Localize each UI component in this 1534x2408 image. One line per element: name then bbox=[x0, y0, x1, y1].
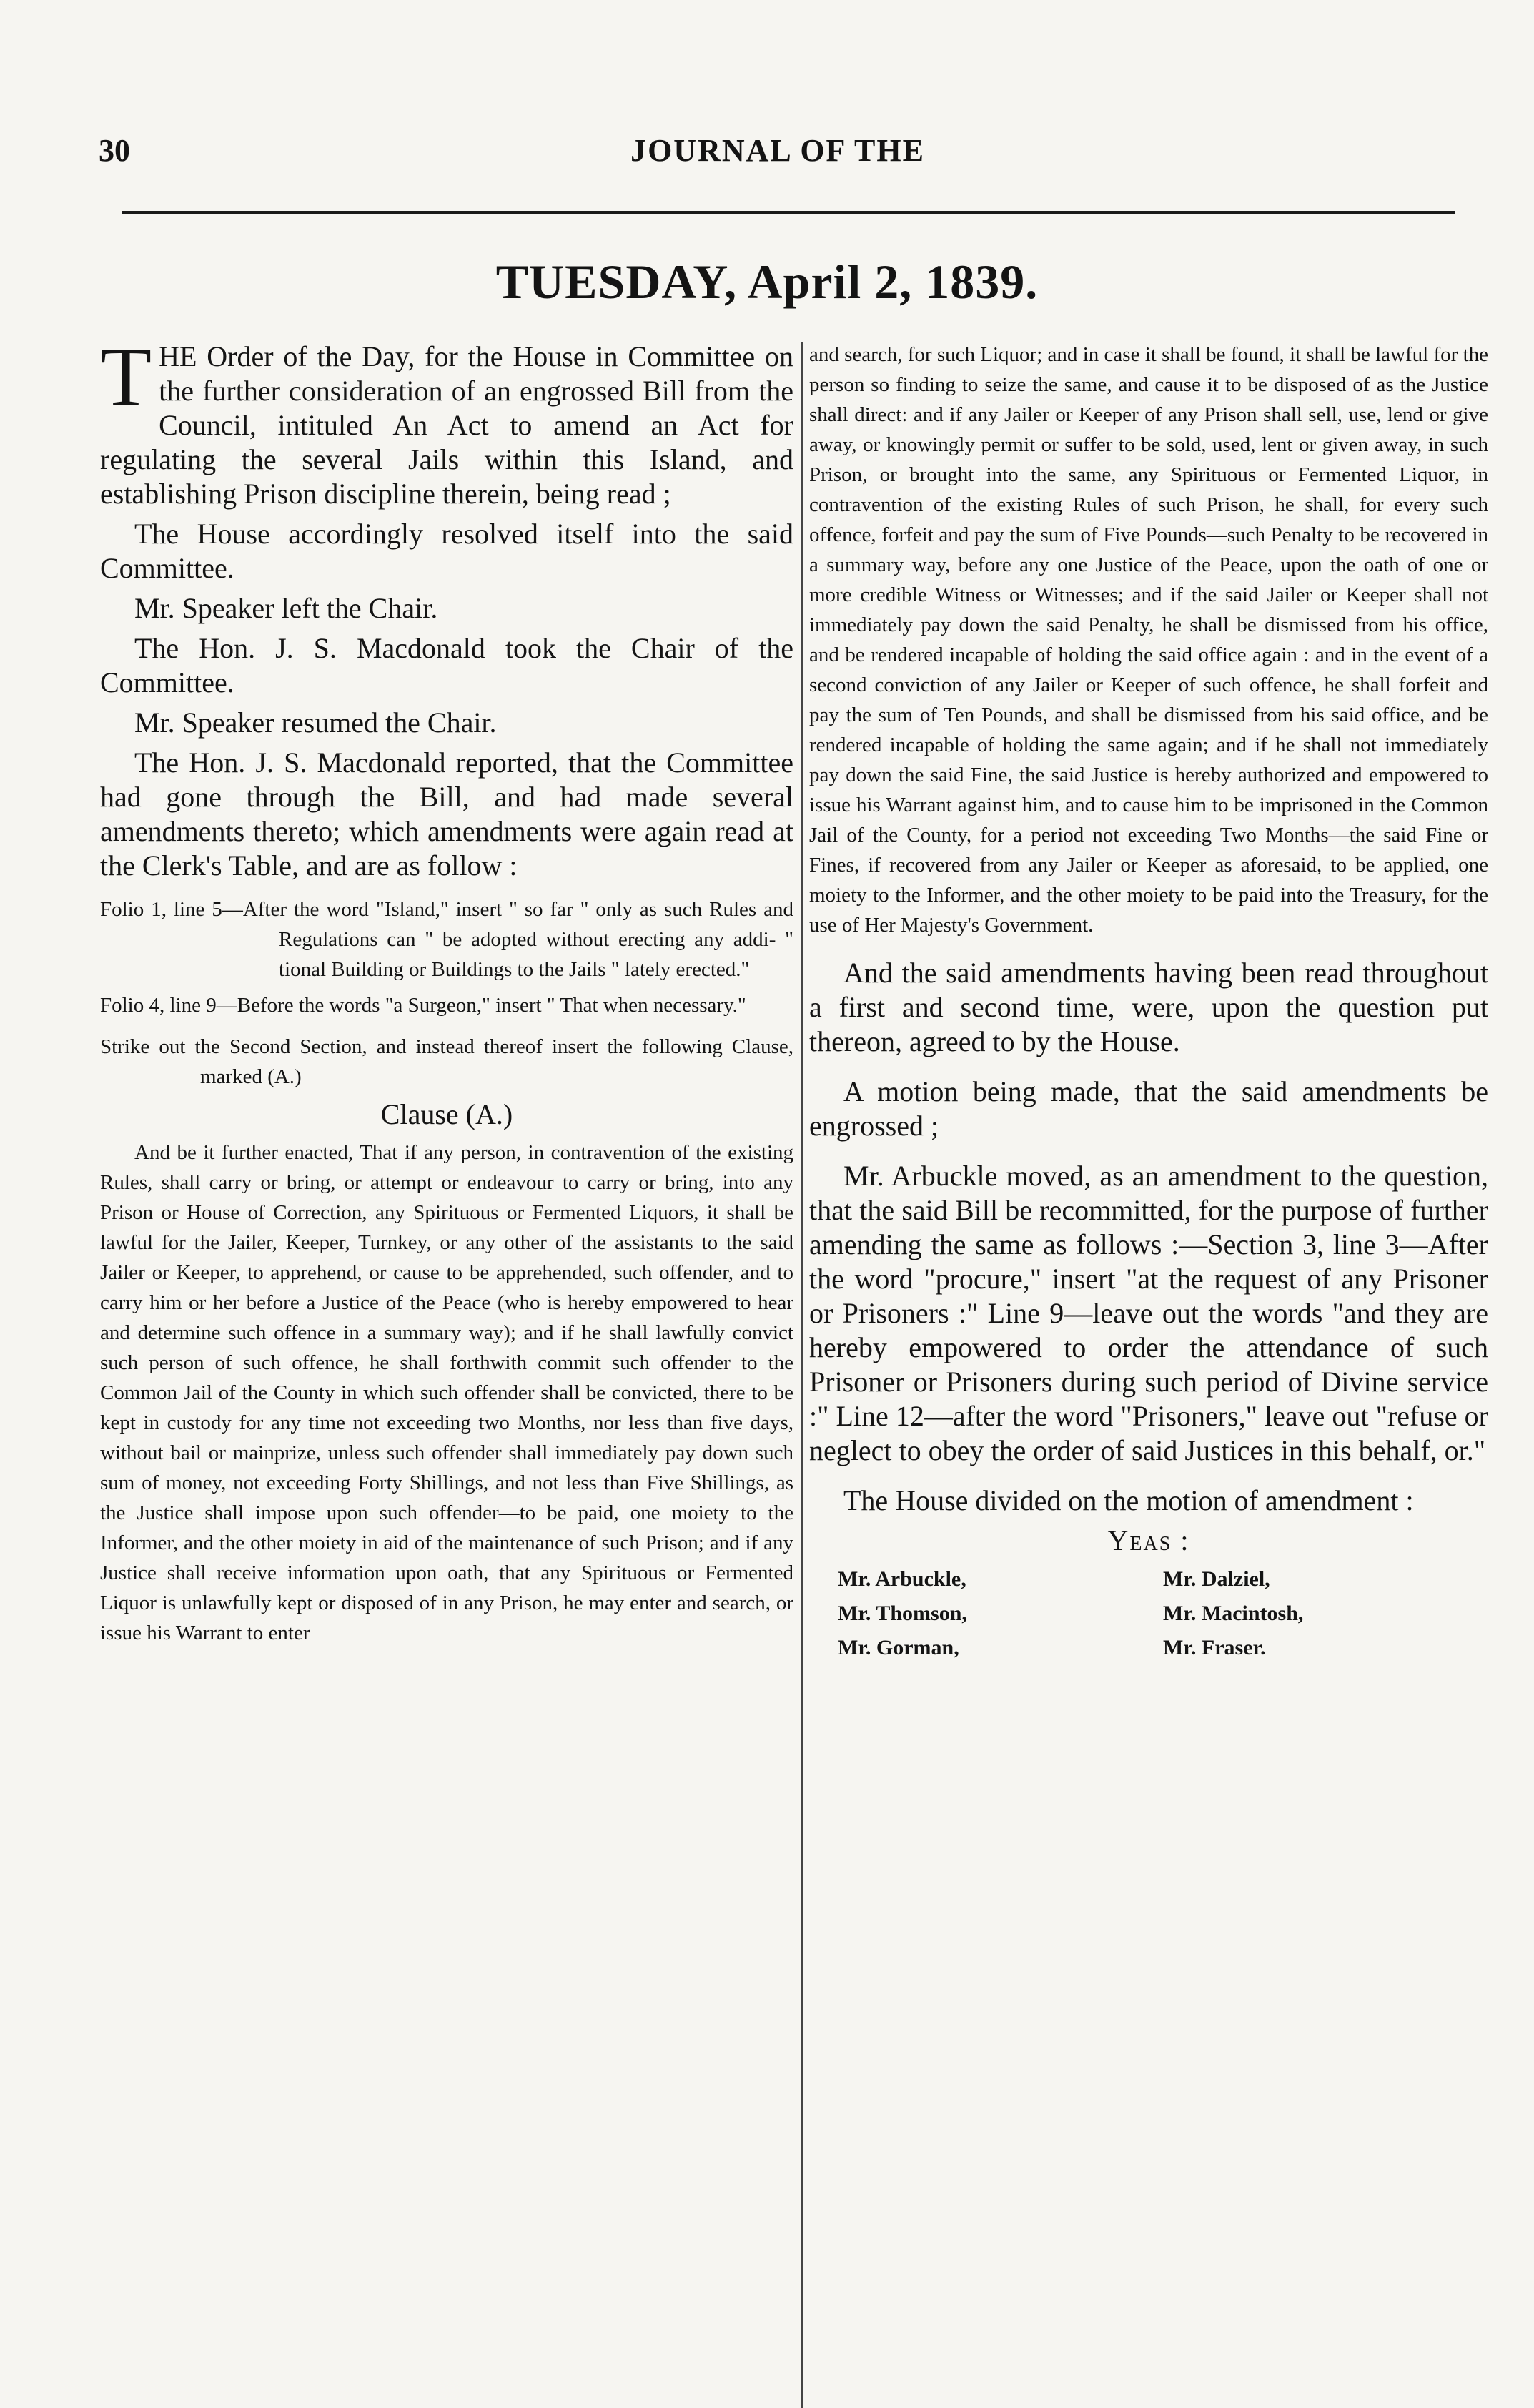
running-head: JOURNAL OF THE bbox=[630, 133, 925, 168]
vote-name: Mr. Fraser. bbox=[1163, 1636, 1266, 1659]
paragraph-speaker-resumed: Mr. Speaker resumed the Chair. bbox=[134, 706, 497, 739]
page-number: 30 bbox=[99, 133, 130, 168]
strike-out-instruction: Strike out the Second Section, and instead thereof insert the following Clause, marked (A.) bbox=[100, 1035, 793, 1088]
paragraph-committee: The House accordingly resolved itself into the said Committee. bbox=[100, 518, 793, 584]
yeas-list bbox=[809, 1562, 1488, 1665]
intro-paragraph bbox=[100, 330, 793, 511]
paragraph-motion-engrossed: A motion being made, that the said amendments be engrossed ; bbox=[809, 1075, 1488, 1142]
intro-text: HE Order of the Day, for the House in Committee on the further consideration of an engrossed Bill from the Council, intituled An Act to amend an Act for regulating the several Jails within this Island, and establishing Prison discipline therein, being read ; bbox=[100, 340, 793, 510]
yeas-heading: Yeas : bbox=[1107, 1524, 1190, 1556]
paragraph-amendments-agreed: And the said amendments having been read throughout a first and second time, were, upon the question put thereon, agreed to by the House. bbox=[809, 957, 1488, 1057]
paragraph-reported: The Hon. J. S. Macdonald reported, that the Committee had gone through the Bill, and had made several amendments thereto; which amendments were again read at the Clerk's Table, and are as follow : bbox=[100, 746, 793, 882]
vote-name: Mr. Dalziel, bbox=[1163, 1567, 1270, 1591]
left-column bbox=[100, 330, 793, 1648]
paragraph-house-divided: The House divided on the motion of amendment : bbox=[843, 1484, 1414, 1516]
column-divider bbox=[801, 342, 803, 2408]
vote-name: Mr. Thomson, bbox=[838, 1602, 967, 1625]
vote-name: Mr. Arbuckle, bbox=[838, 1567, 966, 1591]
date-heading: TUESDAY, April 2, 1839. bbox=[495, 255, 1039, 309]
header-rule bbox=[122, 211, 1455, 214]
clause-continuation: and search, for such Liquor; and in case it shall be found, it shall be lawful for the person so finding to seize the same, and cause it to be disposed of as the Justice shall direct: and if any Jailer or Keeper of any Prison shall sell, use, lend or give away, or knowingly permit or suffer to be sold, used, lent or given away, in such Prison, or brought into the same, any Spirituous or Fermented Liquor, in contravention of the existing Rules of such Prison, he shall, for every such offence, forfeit and pay the sum of Five Pounds—such Penalty to be recovered in a summary way, before any one Justice of the Peace, upon the oath of one or more credible Witness or Witnesses; and if the said Jailer or Keeper shall not immediately pay down the said Penalty, he shall be dismissed from his office, and be rendered incapable of holding the said office again : and in the event of a second conviction of any Jailer or Keeper of such offence, he shall forfeit and pay the sum of Ten Pounds, and shall be dismissed from his said office, and be rendered incapable of holding the same again; and if he shall not immediately pay down the said Fine, the said Justice is hereby authorized and empowered to issue his Warrant against him, and to cause him to be imprisoned in the Common Jail of the County, for a period not exceeding Two Months—the said Fine or Fines, if recovered from any Jailer or Keeper as aforesaid, to be applied, one moiety to the Informer, and the other moiety to be paid into the Treasury, for the use of Her Majesty's Government. bbox=[809, 343, 1488, 937]
right-column bbox=[809, 340, 1488, 1665]
vote-name: Mr. Macintosh, bbox=[1163, 1602, 1304, 1625]
clause-heading: Clause (A.) bbox=[380, 1098, 513, 1130]
amendment-folio-1: Folio 1, line 5—After the word "Island," insert " so far " only as such Rules and Regulations can " be adopted without erecting any addi- " tional Building or Buildings to the Jails " lately erected." bbox=[100, 898, 793, 981]
paragraph-took-chair: The Hon. J. S. Macdonald took the Chair of the Committee. bbox=[100, 632, 793, 699]
amendment-folio-4: Folio 4, line 9—Before the words "a Surgeon," insert " That when necessary." bbox=[100, 994, 746, 1017]
drop-cap: T bbox=[100, 330, 152, 423]
page-header bbox=[99, 132, 1457, 175]
paragraph-arbuckle-moved: Mr. Arbuckle moved, as an amendment to the question, that the said Bill be recommitted, for the purpose of further amending the same as follows :—Section 3, line 3—After the word "procure," insert "at the request of any Prisoner or Prisoners :" Line 9—leave out the words "and they are hereby empowered to order the attendance of such Prisoner or Prisoners during such period of Divine service :" Line 12—after the word "Prisoners," leave out "refuse or neglect to obey the order of said Justices in this behalf, or." bbox=[809, 1160, 1488, 1466]
vote-name: Mr. Gorman, bbox=[838, 1636, 959, 1659]
clause-text: And be it further enacted, That if any person, in contravention of the existing Rules, shall carry or bring, or attempt or endeavour to carry or bring, into any Prison or House of Correction, any Spirituous or Fermented Liquors, it shall be lawful for the Jailer, Keeper, Turnkey, or any other of the assistants to the said Jailer or Keeper, to apprehend, or cause to be apprehended, such offender, and to carry him or her before a Justice of the Peace (who is hereby empowered to hear and determine such offence in a summary way); and if he shall lawfully convict such person of such offence, he shall forthwith commit such offender to the Common Jail of the County in which such offender shall be convicted, there to be kept in custody for any time not exceeding two Months, nor less than five days, without bail or mainprize, unless such offender shall immediately pay down such sum of money, not exceeding Forty Shillings, and not less than Five Shillings, as the Justice shall impose upon such offender—to be paid, one moiety to the Informer, and the other moiety in aid of the maintenance of such Prison; and if any Justice shall receive information upon oath, that any Spirituous or Fermented Liquor is unlawfully kept or disposed of in any Prison, he may enter and search, or issue his Warrant to enter bbox=[100, 1141, 793, 1644]
paragraph-speaker-left: Mr. Speaker left the Chair. bbox=[134, 592, 438, 624]
